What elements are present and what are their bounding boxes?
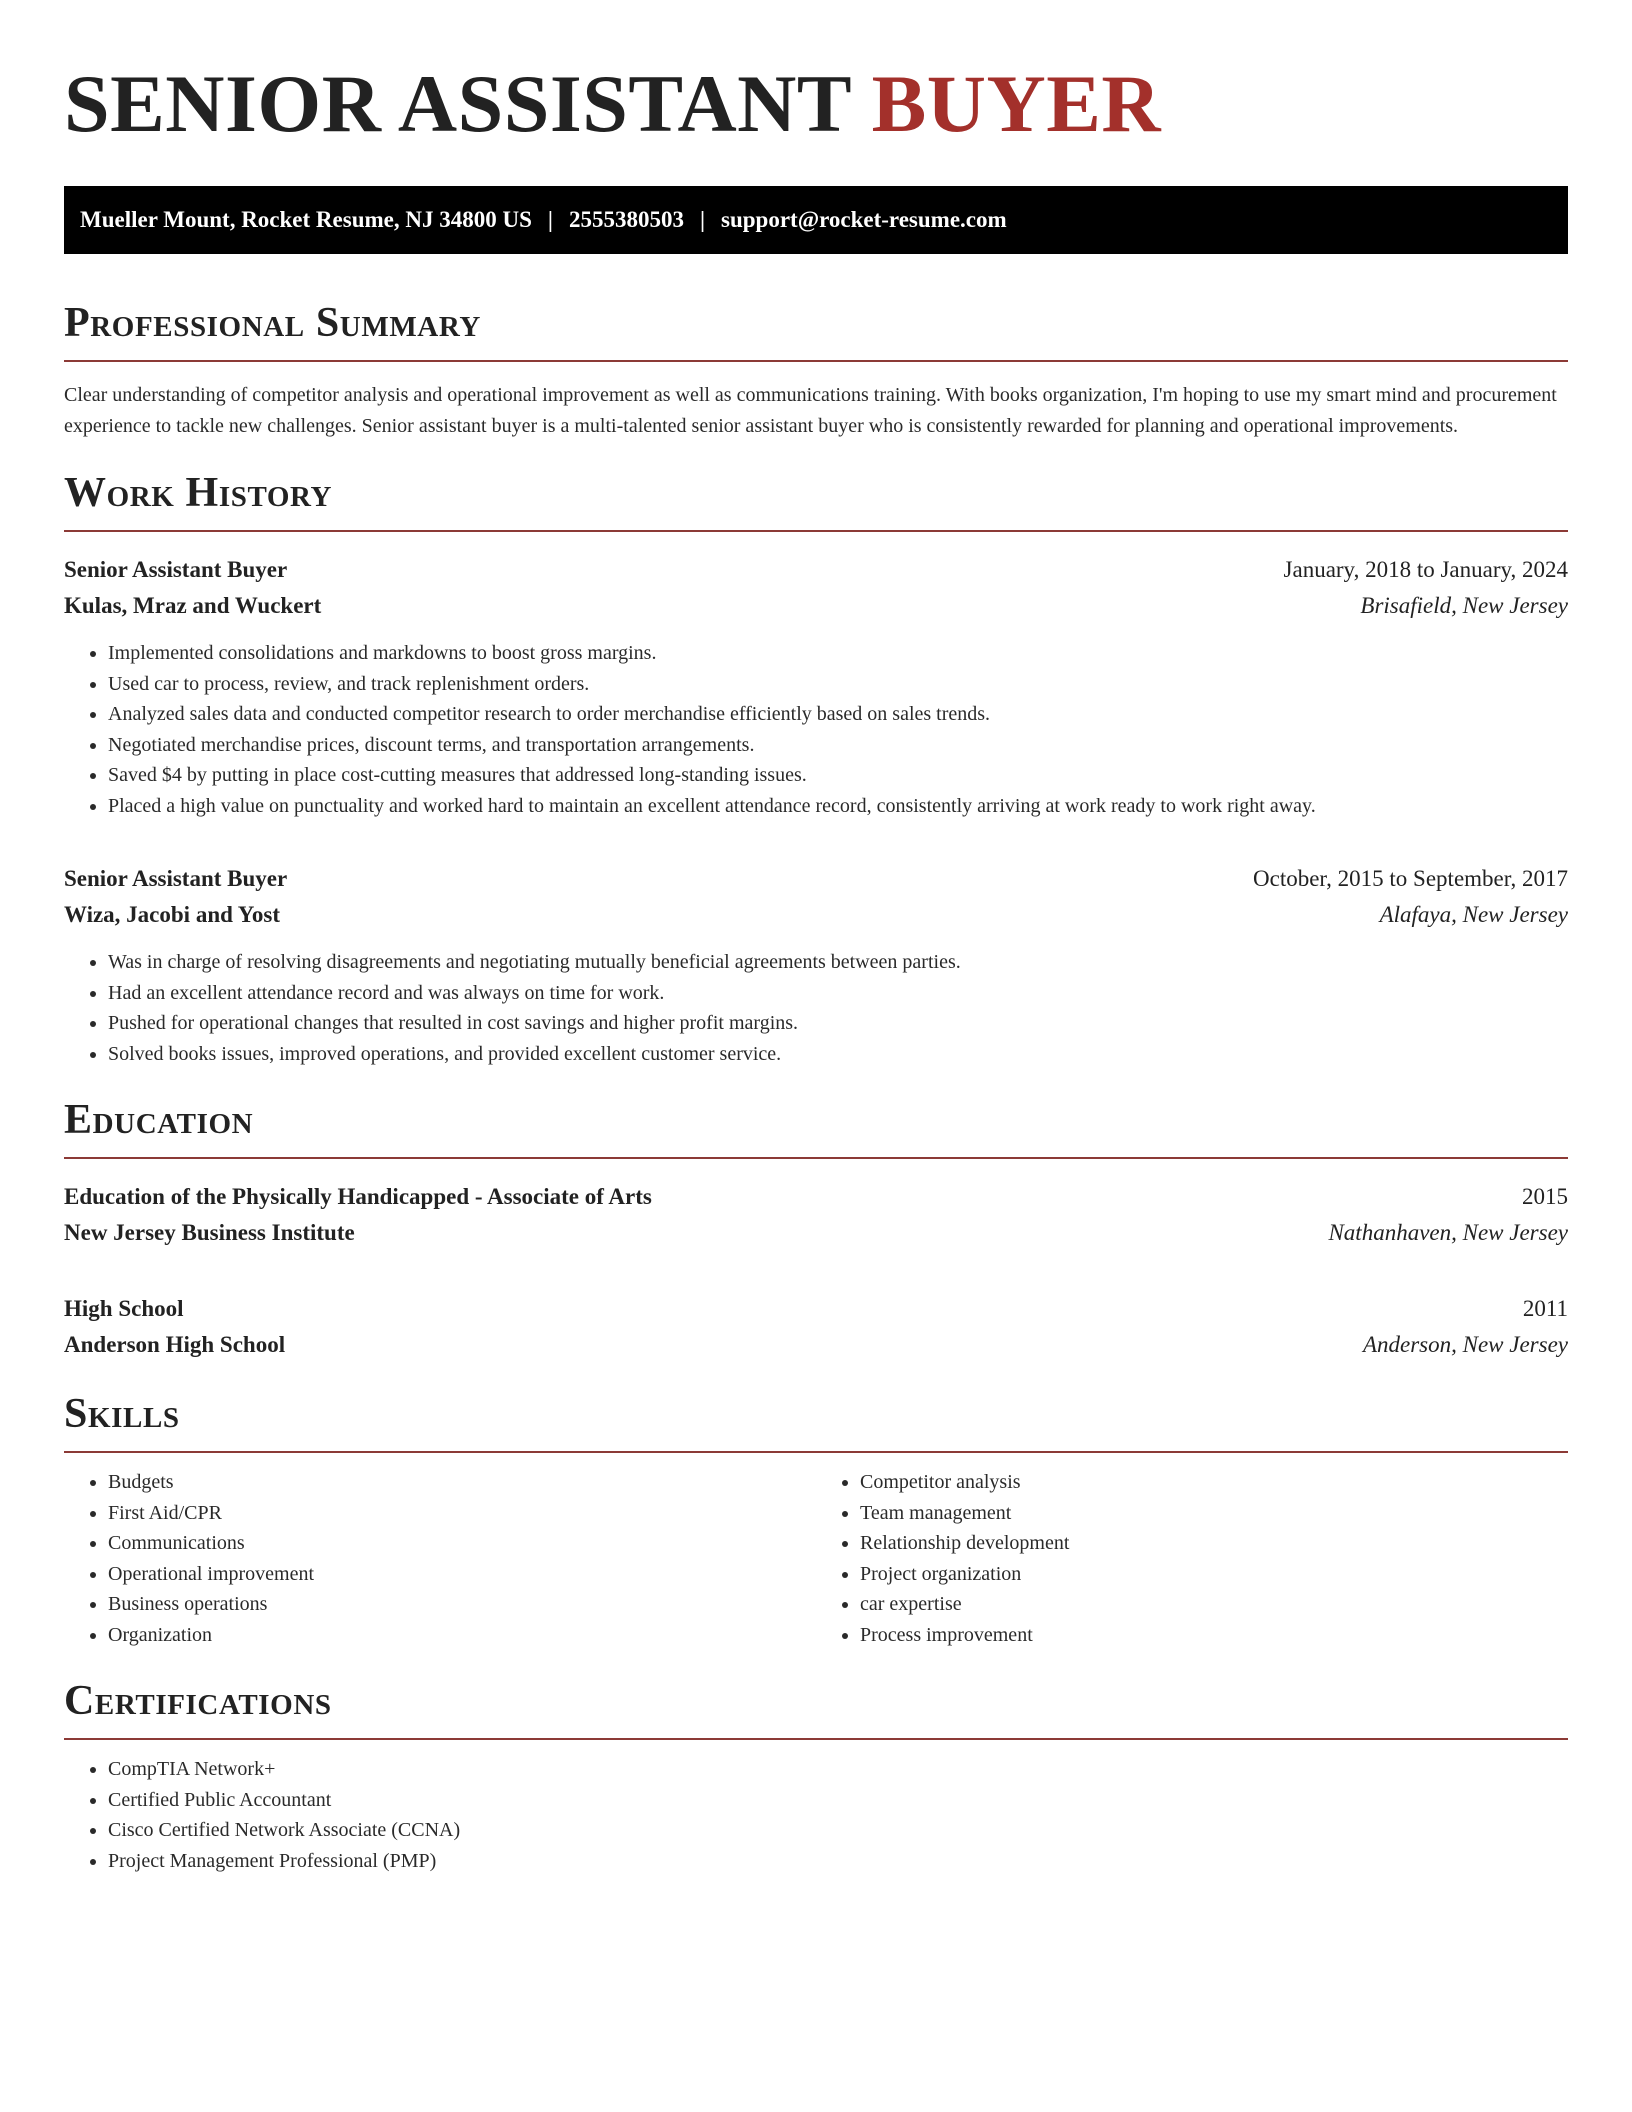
skills-section — [64, 1389, 1568, 1650]
job-dates: October, 2015 to September, 2017 — [1253, 866, 1568, 891]
education-degree: Education of the Physically Handicapped - Associate of Arts — [64, 1184, 652, 1209]
job-bullets — [64, 947, 1568, 1069]
skill-item: • Budgets — [108, 1467, 816, 1498]
job-location: Brisafield, New Jersey — [1360, 593, 1568, 618]
education-entry — [64, 1179, 1568, 1251]
skill-item: • Operational improvement — [108, 1559, 816, 1590]
job-bullet: • Negotiated merchandise prices, discount terms, and transportation arrangements. — [108, 730, 1568, 761]
skill-item: • Team management — [860, 1498, 1568, 1529]
job-bullet: • Had an excellent attendance record and was always on time for work. — [108, 978, 1568, 1009]
certification-item: • CompTIA Network+ — [108, 1754, 1568, 1785]
skill-item: • Business operations — [108, 1589, 816, 1620]
name-accent: BUYER — [871, 58, 1162, 149]
skills-heading: Skills — [64, 1389, 1568, 1453]
education-school-row — [64, 1327, 1568, 1363]
job-bullet: • Saved $4 by putting in place cost-cutting measures that addressed long-standing issues. — [108, 760, 1568, 791]
education-year: 2011 — [1522, 1296, 1568, 1321]
resume-name — [64, 56, 1568, 152]
education-school-row — [64, 1215, 1568, 1251]
certification-item: • Certified Public Accountant — [108, 1785, 1568, 1816]
job-bullet: • Used car to process, review, and track replenishment orders. — [108, 669, 1568, 700]
certifications-heading: Certifications — [64, 1676, 1568, 1740]
education-school: New Jersey Business Institute — [64, 1220, 355, 1245]
certifications-list — [64, 1754, 1568, 1876]
skills-grid — [64, 1467, 1568, 1650]
job-bullet: • Solved books issues, improved operations, and provided excellent customer service. — [108, 1039, 1568, 1070]
work-history-section — [64, 468, 1568, 1069]
job-company-row — [64, 897, 1568, 933]
certification-item: • Cisco Certified Network Associate (CCNA) — [108, 1815, 1568, 1846]
job-company: Kulas, Mraz and Wuckert — [64, 593, 322, 618]
job-company-row — [64, 588, 1568, 624]
skill-item: • car expertise — [860, 1589, 1568, 1620]
certification-item: • Project Management Professional (PMP) — [108, 1846, 1568, 1877]
skill-item: • Communications — [108, 1528, 816, 1559]
education-degree: High School — [64, 1296, 184, 1321]
skill-item: • Project organization — [860, 1559, 1568, 1590]
job-bullet: • Placed a high value on punctuality and worked hard to maintain an excellent attendance record, consistently arriving at work ready to work right away. — [108, 791, 1568, 822]
job-title-row — [64, 552, 1568, 588]
summary-heading: Professional Summary — [64, 298, 1568, 362]
job-bullets — [64, 638, 1568, 821]
education-location: Nathanhaven, New Jersey — [1328, 1220, 1568, 1245]
education-section — [64, 1095, 1568, 1363]
job-role: Senior Assistant Buyer — [64, 866, 288, 891]
summary-text: Clear understanding of competitor analysis and operational improvement as well as communications training. With books organization, I'm hoping to use my smart mind and procurement experience to tackle new challenges. Senior assistant buyer is a multi-talented senior assistant buyer who is consistently rewarded for planning and operational improvements. — [64, 384, 1557, 437]
skill-item: • First Aid/CPR — [108, 1498, 816, 1529]
summary-section — [64, 298, 1568, 442]
contact-bar — [64, 186, 1568, 254]
education-school: Anderson High School — [64, 1332, 286, 1357]
job-location: Alafaya, New Jersey — [1379, 902, 1568, 927]
work-history-heading: Work History — [64, 468, 1568, 532]
skill-item: • Organization — [108, 1620, 816, 1651]
skill-item: • Competitor analysis — [860, 1467, 1568, 1498]
skill-item: • Process improvement — [860, 1620, 1568, 1651]
job-role: Senior Assistant Buyer — [64, 557, 288, 582]
job-entry — [64, 861, 1568, 1069]
skills-column-2 — [816, 1467, 1568, 1650]
education-location: Anderson, New Jersey — [1362, 1332, 1568, 1357]
job-bullet: • Analyzed sales data and conducted competitor research to order merchandise efficiently based on sales trends. — [108, 699, 1568, 730]
education-degree-row — [64, 1179, 1568, 1215]
job-bullet: • Pushed for operational changes that resulted in cost savings and higher profit margins. — [108, 1008, 1568, 1039]
contact-phone: 2555380503 — [568, 207, 684, 232]
job-entry — [64, 552, 1568, 821]
name-main: SENIOR ASSISTANT — [64, 58, 851, 149]
job-dates: January, 2018 to January, 2024 — [1283, 557, 1568, 582]
job-bullet: • Implemented consolidations and markdowns to boost gross margins. — [108, 638, 1568, 669]
skills-column-1 — [64, 1467, 816, 1650]
contact-address: Mueller Mount, Rocket Resume, NJ 34800 US — [80, 207, 532, 232]
contact-email: support@rocket-resume.com — [721, 207, 1007, 232]
education-heading: Education — [64, 1095, 1568, 1159]
job-bullet: • Was in charge of resolving disagreements and negotiating mutually beneficial agreements between parties. — [108, 947, 1568, 978]
education-degree-row — [64, 1291, 1568, 1327]
education-year: 2015 — [1522, 1184, 1568, 1209]
education-entry — [64, 1291, 1568, 1363]
certifications-section — [64, 1676, 1568, 1876]
job-title-row — [64, 861, 1568, 897]
skill-item: • Relationship development — [860, 1528, 1568, 1559]
job-company: Wiza, Jacobi and Yost — [64, 902, 280, 927]
contact-separator: | — [699, 207, 706, 232]
contact-separator: | — [547, 207, 553, 232]
